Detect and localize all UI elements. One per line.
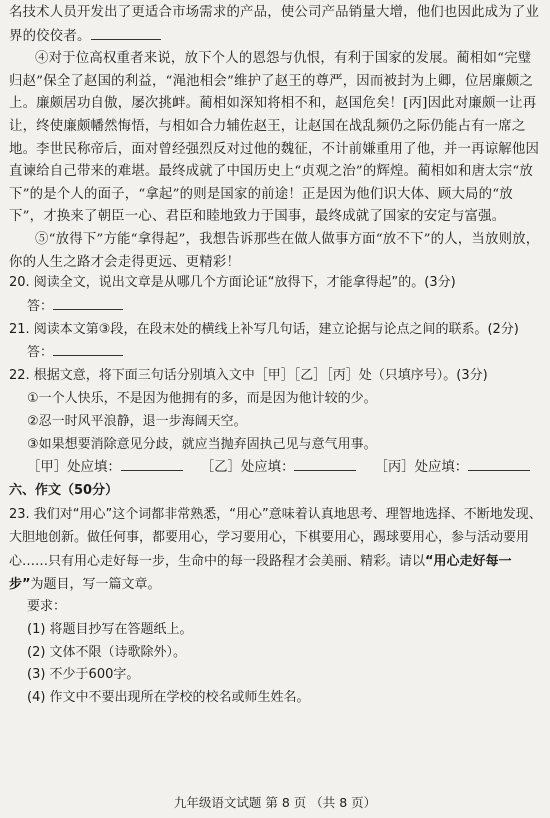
question-23-text: 23. 我们对“用心”这个词都非常熟悉，“用心”意味着认真地思考、理智地选择、不断地发现、大胆地创新。做任何事，都要用心，学习要用心，下棋要用心，踢球要用心，参与活动要用心……只有用心走好每一步，生命中的每一段路程才会美丽、精彩。请以 [9, 507, 542, 569]
fill-yi [201, 456, 357, 480]
section-6-heading: 六、作文（50分） [9, 483, 119, 499]
requirement-1: (1) 将题目抄写在答题纸上。 [27, 621, 193, 637]
fill-label: ［乙］处应填： [200, 460, 295, 476]
question-23 [9, 503, 542, 596]
passage [9, 2, 542, 274]
fill-yi-blank[interactable] [294, 456, 356, 471]
answer-20 [9, 295, 542, 319]
requirement-2: (2) 文体不限（诗歌除外）。 [27, 644, 187, 660]
answer-21-blank[interactable] [53, 341, 123, 356]
marker-bing: [丙] [403, 96, 428, 112]
q22-option-3: ③如果想要消除意见分歧，就应当抛弃固执己见与意气用事。 [27, 436, 377, 452]
question-23-tail: 为题目，写一篇文章。 [30, 576, 161, 592]
paragraph-5: ⑤“放得下”方能“拿得起”，我想告诉那些在做人做事方面“放不下”的人，当放则放，你的人生之路才会走得更远、更精彩！ [9, 231, 540, 270]
paragraph-4 [9, 48, 542, 229]
answer-20-blank[interactable] [53, 295, 123, 310]
answer-label: 答： [27, 345, 54, 361]
q22-option-1: ①一个人快乐，不是因为他拥有的多，而是因为他计较的少。 [27, 390, 377, 406]
questions [9, 272, 542, 710]
fill-jia [27, 456, 183, 480]
q22-option-2: ②忍一时风平浪静，退一步海阔天空。 [27, 413, 247, 429]
q22-fill-row [9, 456, 542, 480]
fill-bing [374, 456, 530, 480]
paragraph-text: 名技术人员开发出了更适合市场需求的产品，使公司产品销量大增，他们也因此成为了业界的佼佼者。 [9, 5, 540, 44]
fill-jia-blank[interactable] [121, 456, 183, 471]
paragraph-text: ④对于位高权重者来说，放下个人的恩怨与仇恨，有利于国家的发展。蔺相如“完璧归赵”保全了赵国的利益，“渑池相会”维护了赵王的尊严，因而被封为上卿，位居廉颇之上。廉颇居功自傲，屡次挑衅。蔺相如深知将相不和，赵国危矣！ [9, 51, 533, 112]
paragraph-text: 因此对廉颇一让再让，终使廉颇幡然悔悟，与相如合力辅佐赵王，让赵国在战乱频仍之际仍能占有一席之地。李世民称帝后，面对曾经强烈反对过他的魏征，不计前嫌重用了他，并一再谅解他因直谏给自己带来的难堪。最终成就了中国历史上“贞观之治”的辉煌。蔺相如和唐太宗“放下”的是个人的面子，“拿起”的则是国家的前途！正是因为他们识大体、顾大局的“放下”，才换来了朝臣一心、君臣和睦地致力于国事，最终成就了国家的安定与富强。 [9, 96, 540, 225]
answer-blank[interactable] [91, 25, 161, 40]
page-footer: 九年级语文试题 第 8 页 （共 8 页） [173, 795, 377, 810]
answer-label: 答： [27, 298, 54, 314]
question-20: 20. 阅读全文，说出文章是从哪几个方面论证“放得下，才能拿得起”的。(3分) [9, 275, 456, 290]
fill-label: ［丙］处应填： [374, 460, 469, 476]
fill-label: ［甲］处应填： [27, 460, 121, 476]
requirement-4: (4) 作文中不要出现所在学校的校名或师生姓名。 [27, 690, 310, 706]
question-21: 21. 阅读本文第③段，在段末处的横线上补写几句话，建立论据与论点之间的联系。(2分) [9, 321, 519, 337]
requirements-label: 要求： [27, 598, 67, 614]
essay-title: “用心走好每一步” [9, 553, 512, 592]
answer-21 [9, 341, 542, 365]
paragraph-3-tail [9, 2, 542, 48]
fill-bing-blank[interactable] [468, 456, 530, 471]
question-22: 22. 根据文意，将下面三句话分别填入文中［甲］［乙］［丙］处（只填序号）。(3分) [9, 368, 488, 384]
requirement-3: (3) 不少于600字。 [27, 667, 140, 683]
